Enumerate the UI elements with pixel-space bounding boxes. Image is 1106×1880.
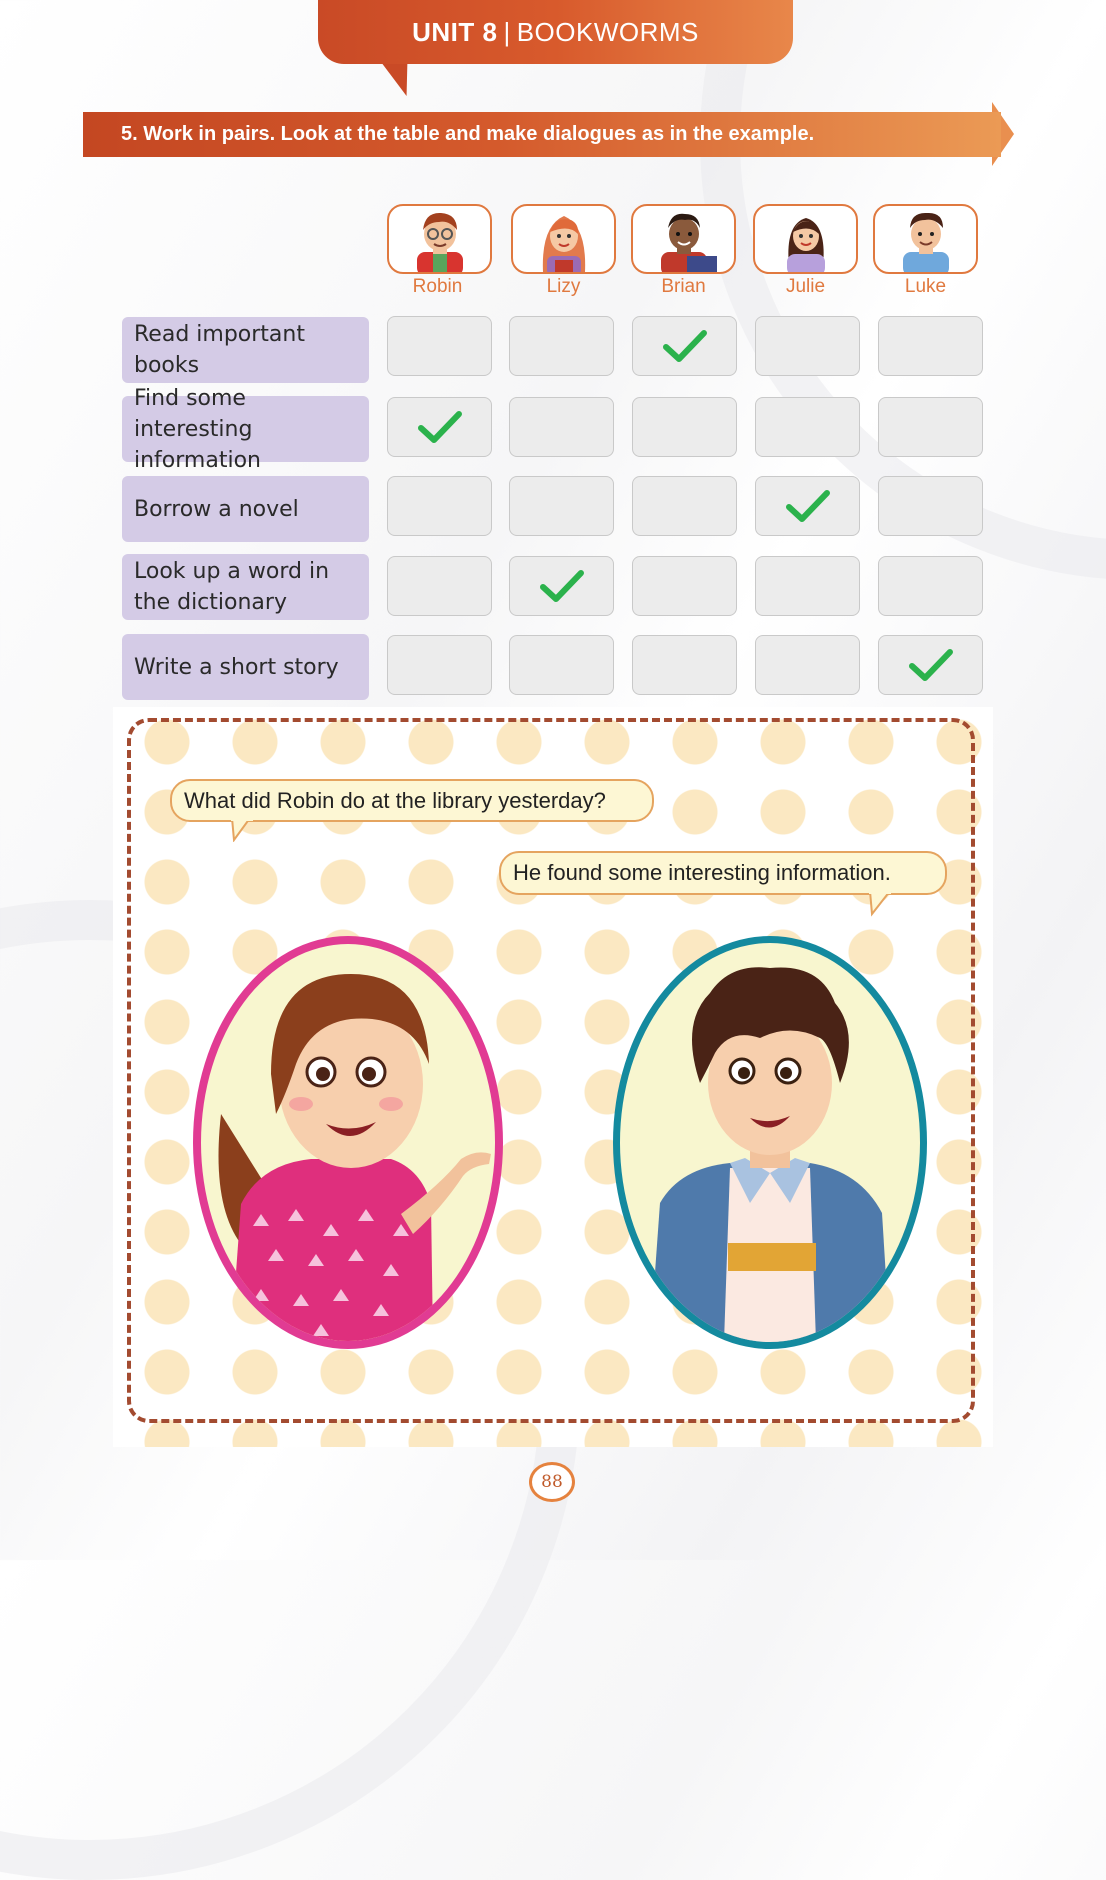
avatar-luke (873, 204, 978, 274)
answer-text: He found some interesting information. (513, 860, 891, 885)
table-cell[interactable] (509, 556, 614, 616)
girl-illustration (201, 944, 495, 1341)
table-cell[interactable] (755, 556, 860, 616)
activity-label: Look up a word in the dictionary (122, 554, 369, 620)
table-cell[interactable] (878, 635, 983, 695)
table-cell[interactable] (632, 316, 737, 376)
person-name-julie: Julie (785, 276, 826, 297)
table-cell[interactable] (755, 316, 860, 376)
table-cell[interactable] (632, 476, 737, 536)
answer-bubble (499, 851, 947, 895)
table-cell[interactable] (632, 635, 737, 695)
person-name-robin: Robin (412, 276, 463, 297)
activity-label: Read important books (122, 317, 369, 383)
question-text: What did Robin do at the library yesterday? (184, 787, 606, 813)
luke-portrait-icon (875, 206, 976, 272)
robin-portrait-icon (389, 206, 490, 272)
table-cell[interactable] (632, 397, 737, 457)
page-number: 88 (529, 1462, 575, 1502)
exercise-instruction: 5. Work in pairs. Look at the table and make dialogues as in the example. (83, 112, 1001, 157)
checkmark-icon (909, 648, 953, 682)
julie-portrait-icon (755, 206, 856, 272)
table-cell[interactable] (632, 556, 737, 616)
answer-bubble-tail (862, 891, 896, 917)
table-cell[interactable] (755, 635, 860, 695)
header-tab-tail (379, 60, 420, 96)
boy-illustration (620, 943, 920, 1342)
unit-header (318, 0, 793, 64)
table-cell[interactable] (387, 635, 492, 695)
boy-portrait-frame (613, 936, 927, 1349)
question-bubble (170, 779, 654, 822)
checkmark-icon (418, 410, 462, 444)
person-name-brian: Brian (661, 276, 706, 297)
table-cell[interactable] (509, 316, 614, 376)
checkmark-icon (663, 329, 707, 363)
table-cell[interactable] (387, 316, 492, 376)
table-cell[interactable] (755, 476, 860, 536)
table-cell[interactable] (755, 397, 860, 457)
girl-portrait-frame (193, 936, 503, 1349)
table-cell[interactable] (509, 635, 614, 695)
table-cell[interactable] (878, 316, 983, 376)
person-name-luke: Luke (904, 276, 947, 297)
table-cell[interactable] (387, 556, 492, 616)
question-bubble-tail (228, 818, 264, 842)
table-cell[interactable] (878, 556, 983, 616)
brian-portrait-icon (633, 206, 734, 272)
avatar-brian (631, 204, 736, 274)
avatar-lizy (511, 204, 616, 274)
unit-title: BOOKWORMS (516, 16, 699, 47)
activity-label: Write a short story (122, 634, 369, 700)
person-name-lizy: Lizy (546, 276, 581, 297)
unit-separator: | (503, 16, 511, 47)
activity-label: Find some interesting information (122, 396, 369, 462)
checkmark-icon (786, 489, 830, 523)
avatar-julie (753, 204, 858, 274)
activity-label: Borrow a novel (122, 476, 369, 542)
avatar-robin (387, 204, 492, 274)
table-cell[interactable] (387, 476, 492, 536)
table-cell[interactable] (509, 397, 614, 457)
table-cell[interactable] (878, 476, 983, 536)
table-cell[interactable] (509, 476, 614, 536)
checkmark-icon (540, 569, 584, 603)
unit-label: UNIT 8 (412, 16, 498, 47)
lizy-portrait-icon (513, 206, 614, 272)
table-cell[interactable] (387, 397, 492, 457)
table-cell[interactable] (878, 397, 983, 457)
